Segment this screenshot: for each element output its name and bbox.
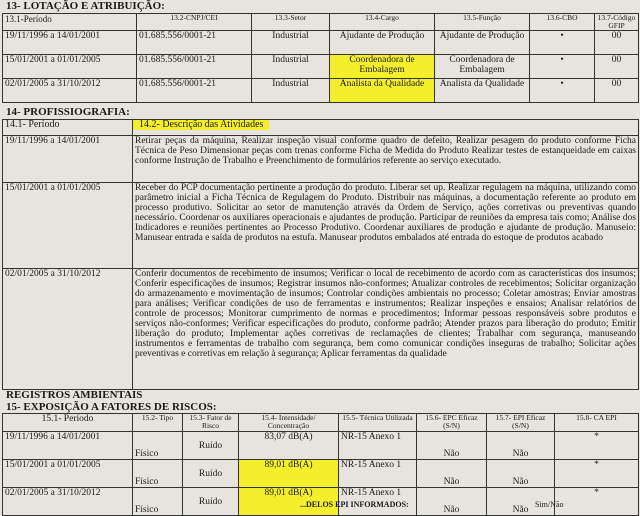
lotacao-periodo: 02/01/2005 a 31/10/2012 bbox=[3, 79, 137, 103]
lotacao-header-setor: 13.3-Setor bbox=[252, 14, 330, 31]
registros-header-fator: 15.3- Fator de Risco bbox=[183, 414, 239, 432]
lotacao-table bbox=[2, 13, 639, 103]
profissiografia-descricao: Retirar peças da máquina, Realizar inspeção visual conforme quadro de defeito, Realizar pesagem do produto conforme Ficha Técnica de Peso Dimensionar peças com trenas conforme Ficha de Medida do Produto Realizar testes de estanqueidade em caixas conforme Instrução de Trabalho e Preenchimento de formulários referente ao serviço executado. bbox=[133, 136, 639, 183]
registros-ca: * bbox=[555, 488, 639, 516]
lotacao-header-cbo: 13.6-CBO bbox=[530, 14, 595, 31]
registros-fator: Ruído bbox=[183, 432, 239, 460]
table-row bbox=[3, 183, 639, 269]
lotacao-periodo: 19/11/1996 a 14/01/2001 bbox=[3, 31, 137, 55]
lotacao-setor: Industrial bbox=[252, 55, 330, 79]
registros-header-epc: 15.6- EPC Eficaz (S/N) bbox=[417, 414, 487, 432]
lotacao-funcao: Coordenadora de Embalagem bbox=[435, 55, 530, 79]
lotacao-cnpj: 01.685.556/0001-21 bbox=[137, 79, 252, 103]
registros-subtitle: 15- EXPOSIÇÃO A FATORES DE RISCOS: bbox=[6, 401, 217, 413]
registros-epi: Não bbox=[487, 460, 555, 488]
registros-epc: Não bbox=[417, 488, 487, 516]
lotacao-title: 13- LOTAÇÃO E ATRIBUIÇÃO: bbox=[6, 0, 165, 12]
registros-fator: Ruído bbox=[183, 460, 239, 488]
registros-periodo: 02/01/2005 a 31/10/2012 bbox=[3, 488, 133, 516]
lotacao-cbo: • bbox=[530, 55, 595, 79]
lotacao-cbo: • bbox=[530, 79, 595, 103]
lotacao-funcao: Analista da Qualidade bbox=[435, 79, 530, 103]
registros-tecnica: NR-15 Anexo 1 bbox=[339, 432, 417, 460]
registros-header-epi: 15.7- EPI Eficaz (S/N) bbox=[487, 414, 555, 432]
registros-tipo: Físico bbox=[133, 460, 183, 488]
profissiografia-header-row bbox=[3, 120, 639, 136]
registros-ca: * bbox=[555, 460, 639, 488]
lotacao-cargo: Coordenadora de Embalagem bbox=[330, 55, 435, 79]
registros-tecnica: NR-15 Anexo 1 bbox=[339, 460, 417, 488]
registros-periodo: 19/11/1996 a 14/01/2001 bbox=[3, 432, 133, 460]
table-row bbox=[3, 55, 639, 79]
registros-header-periodo: 15.1- Período bbox=[3, 414, 133, 432]
registros-header-intensidade: 15.4- Intensidade/ Concentração bbox=[239, 414, 339, 432]
registros-epi: Não bbox=[487, 432, 555, 460]
registros-footer-answer: Sim/Não bbox=[535, 500, 564, 509]
registros-header-row bbox=[3, 414, 639, 432]
lotacao-cargo: Analista da Qualidade bbox=[330, 79, 435, 103]
profissiografia-table bbox=[2, 119, 639, 390]
profissiografia-header-periodo: 14.1- Período bbox=[3, 120, 133, 136]
registros-epc: Não bbox=[417, 460, 487, 488]
registros-fator: Ruído bbox=[183, 488, 239, 516]
table-row bbox=[3, 79, 639, 103]
registros-footer-partial: ...DELOS EPI INFORMADOS: bbox=[300, 500, 409, 509]
lotacao-header-cnpj: 13.2-CNPJ/CEI bbox=[137, 14, 252, 31]
profissiografia-periodo: 02/01/2005 a 31/10/2012 bbox=[3, 269, 133, 390]
lotacao-header-row bbox=[3, 14, 639, 31]
registros-intensidade: 83,07 dB(A) bbox=[239, 432, 339, 460]
lotacao-setor: Industrial bbox=[252, 79, 330, 103]
table-row bbox=[3, 460, 639, 488]
registros-header-tipo: 15.2- Tipo bbox=[133, 414, 183, 432]
lotacao-header-gfip: 13.7-Código GFIP bbox=[595, 14, 639, 31]
profissiografia-header-descricao: 14.2- Descrição das Atividades bbox=[133, 120, 269, 130]
table-row bbox=[3, 31, 639, 55]
table-row bbox=[3, 432, 639, 460]
table-row bbox=[3, 269, 639, 390]
registros-header-tecnica: 15.5- Técnica Utilizada bbox=[339, 414, 417, 432]
lotacao-cnpj: 01.685.556/0001-21 bbox=[137, 55, 252, 79]
lotacao-funcao: Ajudante de Produção bbox=[435, 31, 530, 55]
lotacao-cargo: Ajudante de Produção bbox=[330, 31, 435, 55]
registros-epc: Não bbox=[417, 432, 487, 460]
registros-intensidade: 89,01 dB(A) bbox=[239, 488, 339, 516]
profissiografia-title: 14- PROFISSIOGRAFIA: bbox=[6, 106, 130, 118]
lotacao-gfip: 00 bbox=[595, 55, 639, 79]
registros-tipo: Físico bbox=[133, 432, 183, 460]
registros-epi: Não bbox=[487, 488, 555, 516]
profissiografia-periodo: 15/01/2001 a 01/01/2005 bbox=[3, 183, 133, 269]
profissiografia-descricao: Conferir documentos de recebimento de insumos; Verificar o local de recebimento de acordo com as características dos insumos; Conferir especificações de insumos; Registrar insumos não-conformes; Atualizar controles de recebimentos; Solicitar organização do armazenamento e movimentação de insumos; Controlar condições ambientais no processo; Coletar amostras; Enviar amostras para análises; Verificar condições de uso de ferramentas e instrumentos; Realizar inspeções e ensaios; Analisar relatórios de controle de processos; Monitorar cumprimento de normas e procedimentos; Informar pessoas responsáveis sobre produtos e serviços não-conformes; Verificar especificações do produto, conforme padrão; Atender prazos para liberação do produto; Emitir liberação do produto; Implementar ações corretivas de reclamações de clientes; Trabalhar com segurança, manuseando instrumentos e ferramentas de trabalho com segurança, bem como comunicar condições inseguras de trabalho; Solicitar ações preventivas e corretivas em relação à segurança; Aplicar ferramentas da qualidade bbox=[133, 269, 639, 390]
profissiografia-periodo: 19/11/1996 a 14/01/2001 bbox=[3, 136, 133, 183]
registros-title: REGISTROS AMBIENTAIS bbox=[6, 389, 143, 401]
lotacao-gfip: 00 bbox=[595, 79, 639, 103]
registros-header-ca: 15.8- CA EPI bbox=[555, 414, 639, 432]
lotacao-cnpj: 01.685.556/0001-21 bbox=[137, 31, 252, 55]
registros-tipo: Físico bbox=[133, 488, 183, 516]
profissiografia-descricao: Receber do PCP documentação pertinente a produção do produto. Liberar set up. Realizar regulagem na máquina, utilizando como parâmetro inicial a Ficha Técnica de Regulagem do Produto. Distribuir nas máquinas, a documentação referente ao produto em processo produtivo. Solicitar ao setor de manutenção através da Ordem de Serviço, ações corretivas ou preventivas quando necessário. Coordenar os auxiliares operacionais e ajudantes de produção. Participar de reuniões da empresa tais como; Análise dos Indicadores e reuniões pertinentes ao Processo Produtivo. Coordenar auxiliares de produção e ajudante de produção. Manuseio: Manusear entrada e saída de produtos na estufa. Manusear produtos embalados até entrada do estoque de produtos acabado bbox=[133, 183, 639, 269]
registros-periodo: 15/01/2001 a 01/01/2005 bbox=[3, 460, 133, 488]
lotacao-header-cargo: 13.4-Cargo bbox=[330, 14, 435, 31]
lotacao-header-periodo: 13.1-Período bbox=[3, 14, 137, 31]
registros-intensidade: 89,01 dB(A) bbox=[239, 460, 339, 488]
lotacao-periodo: 15/01/2001 a 01/01/2005 bbox=[3, 55, 137, 79]
registros-tecnica: NR-15 Anexo 1 bbox=[339, 488, 417, 516]
lotacao-setor: Industrial bbox=[252, 31, 330, 55]
table-row bbox=[3, 136, 639, 183]
lotacao-header-funcao: 13.5-Função bbox=[435, 14, 530, 31]
lotacao-cbo: • bbox=[530, 31, 595, 55]
registros-ca: * bbox=[555, 432, 639, 460]
lotacao-gfip: 00 bbox=[595, 31, 639, 55]
